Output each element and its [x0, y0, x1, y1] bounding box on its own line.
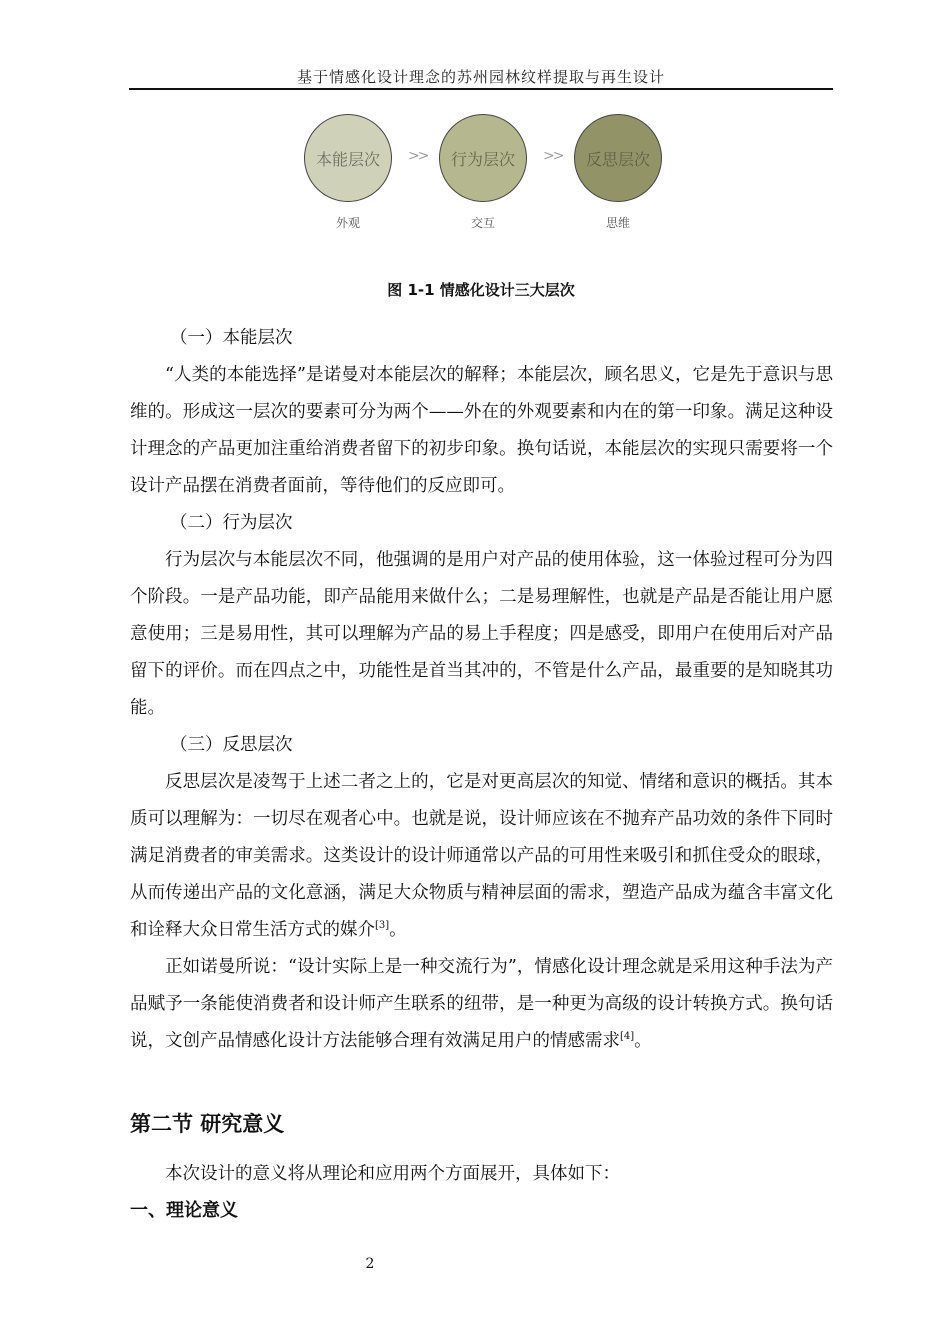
paragraph-norman-quote: [130, 949, 833, 1060]
subsection-heading: 一、理论意义: [130, 1200, 238, 1221]
paragraph-reflective: [130, 764, 833, 949]
citation-ref: [4]: [620, 1031, 635, 1043]
double-chevron-icon: >>: [408, 148, 428, 164]
page-number: 2: [365, 1256, 375, 1272]
circle-caption: 交互: [470, 216, 495, 230]
paragraph-behavioral: 行为层次与本能层次不同，他强调的是用户对产品的使用体验，这一体验过程可分为四个阶段。一是产品功能，即产品能用来做什么；二是易理解性，也就是产品是否能让用户愿意使用；三是易用性，其可以理解为产品的易上手程度；四是感受，即用户在使用后对产品留下的评价。而在四点之中，功能性是首当其冲的，不管是什么产品，最重要的是知晓其功能。: [130, 550, 833, 718]
paragraph-text: 反思层次是凌驾于上述二者之上的，它是对更高层次的知觉、情绪和意识的概括。其本质可以理解为：一切尽在观者心中。也就是说，设计师应该在不抛弃产品功效的条件下同时满足消费者的审美需求。这类设计的设计师通常以产品的可用性来吸引和抓住受众的眼球，从而传递出产品的文化意涵，满足大众物质与精神层面的需求，塑造产品成为蕴含丰富文化和诠释大众日常生活方式的媒介: [130, 772, 833, 940]
section-heading: 第二节 研究意义: [130, 1112, 285, 1136]
circle-label: 反思层次: [585, 149, 650, 169]
citation-ref: [3]: [375, 920, 390, 932]
circle-label: 行为层次: [450, 149, 515, 169]
paragraph-end: 。: [389, 920, 407, 940]
figure-caption: 图 1-1 情感化设计三大层次: [387, 281, 575, 299]
circle-label: 本能层次: [315, 149, 380, 169]
circle-visceral-level: [304, 114, 392, 202]
section-intro: 本次设计的意义将从理论和应用两个方面展开，具体如下：: [165, 1164, 620, 1184]
subheading-behavioral: （二）行为层次: [170, 513, 293, 533]
paragraph-end: 。: [634, 1031, 652, 1051]
figure-emotional-design-levels: [300, 112, 670, 242]
running-header: 基于情感化设计理念的苏州园林纹样提取与再生设计: [296, 68, 665, 86]
circle-behavioral-level: [439, 114, 527, 202]
circle-reflective-level: [574, 114, 662, 202]
paragraph-text: 正如诺曼所说：“设计实际上是一种交流行为”，情感化设计理念就是采用这种手法为产品赋予一条能使消费者和设计师产生联系的纽带，是一种更为高级的设计转换方式。换句话说，文创产品情感化设计方法能够合理有效满足用户的情感需求: [130, 957, 833, 1051]
circle-caption: 思维: [605, 216, 630, 230]
circle-caption: 外观: [335, 216, 360, 230]
header-rule: [129, 88, 833, 90]
subheading-visceral: （一）本能层次: [170, 328, 293, 348]
subheading-reflective: （三）反思层次: [170, 735, 293, 755]
double-chevron-icon: >>: [543, 148, 563, 164]
body-section-1: [130, 320, 833, 1060]
paragraph-visceral: “人类的本能选择”是诺曼对本能层次的解释；本能层次，顾名思义，它是先于意识与思维的。形成这一层次的要素可分为两个——外在的外观要素和内在的第一印象。满足这种设计理念的产品更加注重给消费者留下的初步印象。换句话说，本能层次的实现只需要将一个设计产品摆在消费者面前，等待他们的反应即可。: [130, 365, 833, 496]
